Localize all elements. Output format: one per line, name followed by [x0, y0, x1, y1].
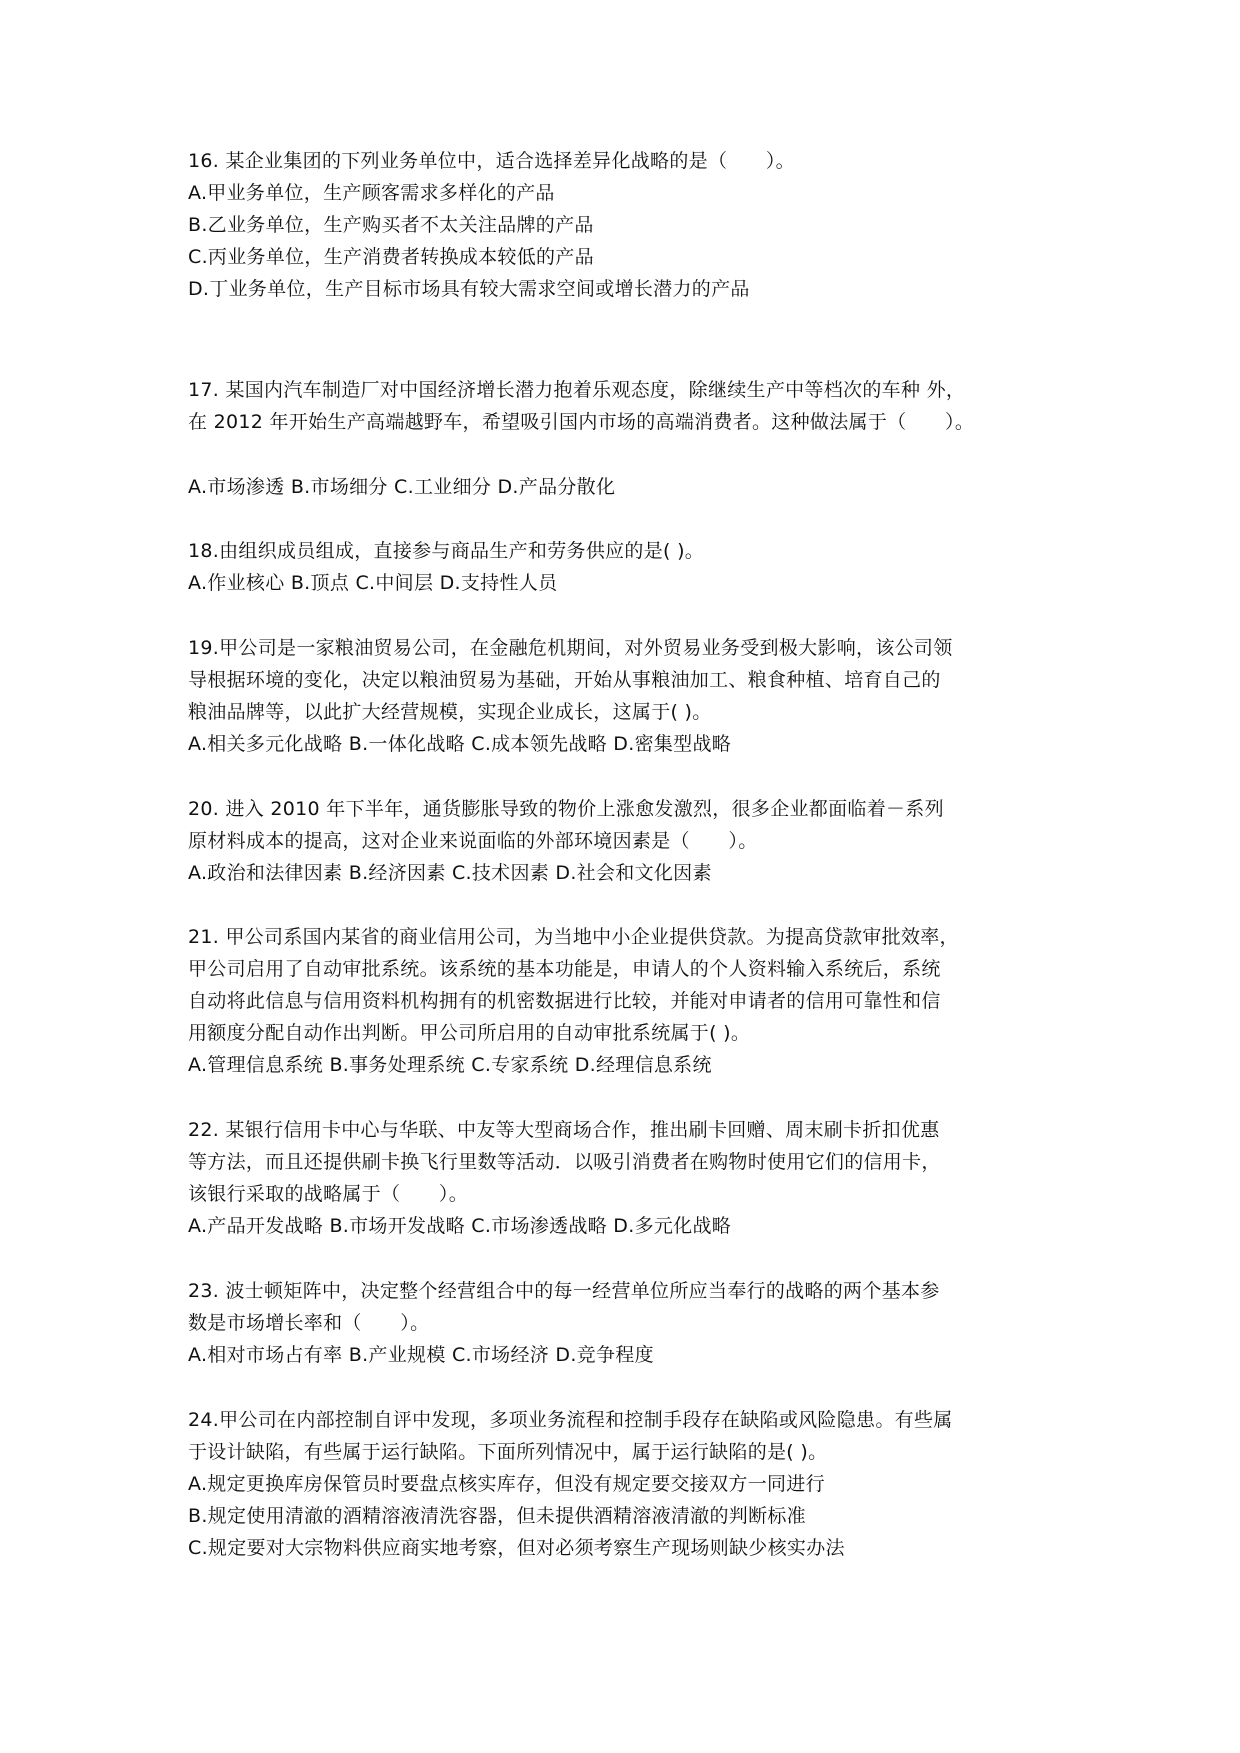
option-a: A.甲业务单位，生产顾客需求多样化的产品 — [188, 182, 555, 204]
question-stem: 22. 某银行信用卡中心与华联、中友等大型商场合作，推出刷卡回赠、周末刷卡折扣优惠 — [188, 1119, 940, 1141]
question-options: A.政治和法律因素 B.经济因素 C.技术因素 D.社会和文化因素 — [188, 862, 712, 884]
question-options: A.产品开发战略 B.市场开发战略 C.市场渗透战略 D.多元化战略 — [188, 1215, 732, 1237]
question-stem-continued: 甲公司启用了自动审批系统。该系统的基本功能是，申请人的个人资料输入系统后，系统 — [188, 958, 941, 980]
question-stem: 21. 甲公司系国内某省的商业信用公司，为当地中小企业提供贷款。为提高贷款审批效率， — [188, 926, 959, 948]
question-options: A.作业核心 B.顶点 C.中间层 D.支持性人员 — [188, 572, 558, 594]
question-stem: 20. 进入 2010 年下半年，通货膨胀导致的物价上涨愈发激烈，很多企业都面临着－系列 — [188, 798, 944, 820]
question-stem: 18.由组织成员组成，直接参与商品生产和劳务供应的是( )。 — [188, 540, 705, 562]
question-stem: 23. 波士顿矩阵中，决定整个经营组合中的每一经营单位所应当奉行的战略的两个基本参 — [188, 1280, 940, 1302]
question-stem: 19.甲公司是一家粮油贸易公司，在金融危机期间，对外贸易业务受到极大影响，该公司领 — [188, 637, 953, 659]
question-stem-continued: 等方法，而且还提供刷卡换飞行里数等活动．以吸引消费者在购物时使用它们的信用卡， — [188, 1151, 941, 1173]
question-stem-continued: 导根据环境的变化，决定以粮油贸易为基础，开始从事粮油加工、粮食种植、培育自己的 — [188, 669, 941, 691]
question-stem-continued: 于设计缺陷，有些属于运行缺陷。下面所列情况中，属于运行缺陷的是( )。 — [188, 1441, 828, 1463]
question-stem-continued: 自动将此信息与信用资料机构拥有的机密数据进行比较，并能对申请者的信用可靠性和信 — [188, 990, 941, 1012]
question-stem-continued: 用额度分配自动作出判断。甲公司所启用的自动审批系统属于( )。 — [188, 1022, 751, 1044]
question-options: A.管理信息系统 B.事务处理系统 C.专家系统 D.经理信息系统 — [188, 1054, 712, 1076]
question-stem-continued: 在 2012 年开始生产高端越野车，希望吸引国内市场的高端消费者。这种做法属于（ ）。 — [188, 411, 975, 433]
question-stem: 17. 某国内汽车制造厂对中国经济增长潜力抱着乐观态度，除继续生产中等档次的车种 外， — [188, 379, 966, 401]
option-b: B.乙业务单位，生产购买者不太关注品牌的产品 — [188, 214, 594, 236]
option-d: D.丁业务单位，生产目标市场具有较大需求空间或增长潜力的产品 — [188, 278, 750, 300]
option-b: B.规定使用清澈的酒精溶液清洗容器，但未提供酒精溶液清澈的判断标准 — [188, 1505, 806, 1527]
option-c: C.规定要对大宗物料供应商实地考察，但对必须考察生产现场则缺少核实办法 — [188, 1537, 845, 1559]
question-options: A.市场渗透 B.市场细分 C.工业细分 D.产品分散化 — [188, 476, 616, 498]
option-c: C.丙业务单位，生产消费者转换成本较低的产品 — [188, 246, 594, 268]
question-stem-continued: 粮油品牌等，以此扩大经营规模，实现企业成长，这属于( )。 — [188, 701, 712, 723]
option-a: A.规定更换库房保管员时要盘点核实库存，但没有规定要交接双方一同进行 — [188, 1473, 825, 1495]
question-stem: 24.甲公司在内部控制自评中发现，多项业务流程和控制手段存在缺陷或风险隐患。有些属 — [188, 1409, 953, 1431]
question-stem: 16. 某企业集团的下列业务单位中，适合选择差异化战略的是（ ）。 — [188, 150, 795, 172]
question-options: A.相对市场占有率 B.产业规模 C.市场经济 D.竞争程度 — [188, 1344, 654, 1366]
question-stem-continued: 该银行采取的战略属于（ ）。 — [188, 1183, 469, 1205]
question-stem-continued: 原材料成本的提高，这对企业来说面临的外部环境因素是（ ）。 — [188, 830, 758, 852]
question-stem-continued: 数是市场增长率和（ ）。 — [188, 1312, 430, 1334]
question-options: A.相关多元化战略 B.一体化战略 C.成本领先战略 D.密集型战略 — [188, 733, 732, 755]
